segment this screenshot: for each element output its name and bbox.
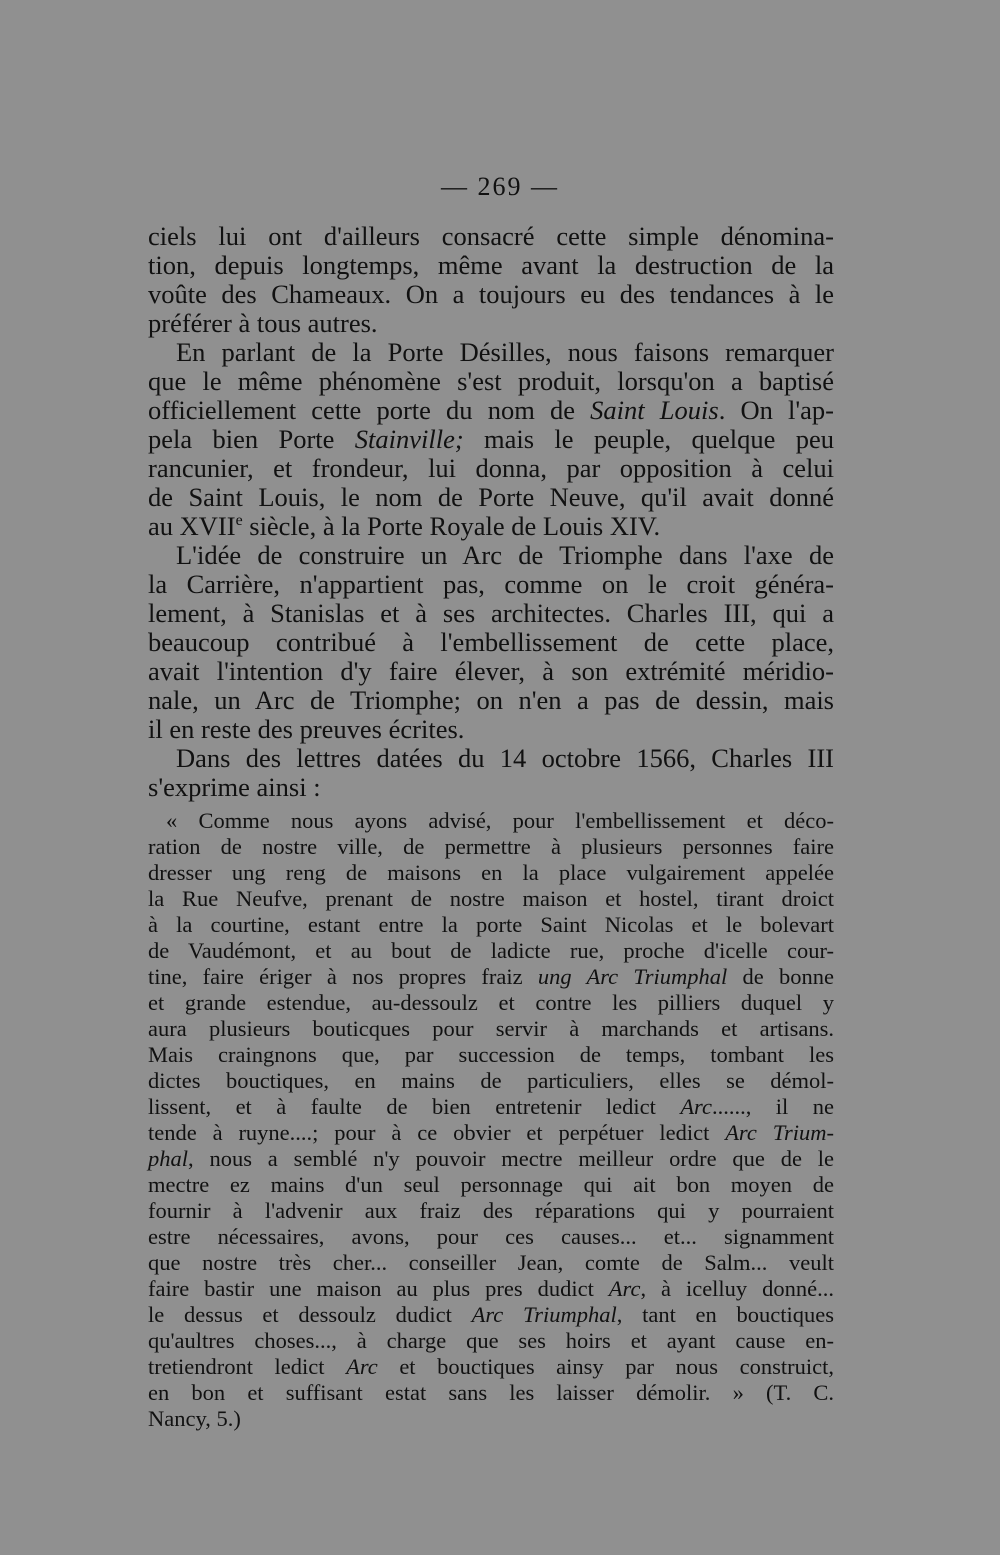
- text-line: L'idée de construire un Arc de Triomphe dans l'axe de: [176, 540, 834, 570]
- quote-line: qu'aultres choses..., à charge que ses hoirs et ayant cause en-: [148, 1328, 834, 1353]
- quote-line: fournir à l'advenir aux fraiz des réparations qui y pourraient: [148, 1198, 834, 1223]
- quote-line: le dessus et dessoulz dudict Arc Triumphal, tant en bouctiques: [148, 1302, 834, 1327]
- quote-line: lissent, et à faulte de bien entretenir ledict Arc......, il ne: [148, 1094, 834, 1119]
- text-line: beaucoup contribué à l'embellissement de cette place,: [148, 627, 834, 657]
- text-line: au XVIIe siècle, à la Porte Royale de Louis XIV.: [148, 511, 661, 541]
- text-line: pela bien Porte Stainville; mais le peuple, quelque peu: [148, 424, 834, 454]
- quote-line: en bon et suffisant estat sans les laisser démolir. » (T. C.: [148, 1380, 834, 1405]
- quote-line: la Rue Neufve, prenant de nostre maison et hostel, tirant droict: [148, 886, 834, 911]
- quote-line: Mais craingnons que, par succession de temps, tombant les: [148, 1042, 834, 1067]
- text-line: En parlant de la Porte Désilles, nous faisons remarquer: [176, 337, 834, 367]
- quote-line: dictes bouctiques, en mains de particuliers, elles se démol-: [148, 1068, 834, 1093]
- quote-line: estre nécessaires, avons, pour ces causes... et... signamment: [148, 1224, 834, 1249]
- quote-line: à la courtine, estant entre la porte Saint Nicolas et le bolevart: [148, 912, 834, 937]
- text-line: la Carrière, n'appartient pas, comme on le croit généra-: [148, 569, 834, 599]
- text-line: nale, un Arc de Triomphe; on n'en a pas de dessin, mais: [148, 685, 834, 715]
- text-line: rancunier, et frondeur, lui donna, par opposition à celui: [148, 453, 834, 483]
- text-line: officiellement cette porte du nom de Saint Louis. On l'ap-: [148, 395, 834, 425]
- quote-line: Nancy, 5.): [148, 1406, 241, 1431]
- text-line: préférer à tous autres.: [148, 308, 378, 338]
- text-line: avait l'intention d'y faire élever, à son extrémité méridio-: [148, 656, 834, 686]
- quote-line: « Comme nous ayons advisé, pour l'embellissement et déco-: [166, 808, 834, 833]
- text-line: tion, depuis longtemps, même avant la destruction de la: [148, 250, 834, 280]
- quote-line: et grande estendue, au-dessoulz et contre les pilliers duquel y: [148, 990, 834, 1015]
- text-line: il en reste des preuves écrites.: [148, 714, 465, 744]
- quote-line: de Vaudémont, et au bout de ladicte rue, proche d'icelle cour-: [148, 938, 834, 963]
- text-line: ciels lui ont d'ailleurs consacré cette simple dénomina-: [148, 221, 834, 251]
- quote-line: aura plusieurs bouticques pour servir à marchands et artisans.: [148, 1016, 834, 1041]
- text-line: que le même phénomène s'est produit, lorsqu'on a baptisé: [148, 366, 834, 396]
- text-line: lement, à Stanislas et à ses architectes. Charles III, qui a: [148, 598, 834, 628]
- quote-line: tine, faire ériger à nos propres fraiz ung Arc Triumphal de bonne: [148, 964, 834, 989]
- quote-line: phal, nous a semblé n'y pouvoir mectre meilleur ordre que de le: [148, 1146, 834, 1171]
- text-line: s'exprime ainsi :: [148, 772, 321, 802]
- text-line: de Saint Louis, le nom de Porte Neuve, qu'il avait donné: [148, 482, 834, 512]
- quote-line: que nostre très cher... conseiller Jean, comte de Salm... veult: [148, 1250, 834, 1275]
- text-line: voûte des Chameaux. On a toujours eu des tendances à le: [148, 279, 834, 309]
- quote-line: faire bastir une maison au plus pres dudict Arc, à icelluy donné...: [148, 1276, 834, 1301]
- quote-line: ration de nostre ville, de permettre à plusieurs personnes faire: [148, 834, 834, 859]
- quote-line: mectre ez mains d'un seul personnage qui ait bon moyen de: [148, 1172, 834, 1197]
- quote-line: tende à ruyne....; pour à ce obvier et perpétuer ledict Arc Trium-: [148, 1120, 834, 1145]
- page-number: — 269 —: [441, 172, 559, 201]
- quote-line: dresser ung reng de maisons en la place vulgairement appelée: [148, 860, 834, 885]
- quote-line: tretiendront ledict Arc et bouctiques ainsy par nous construict,: [148, 1354, 834, 1379]
- text-line: Dans des lettres datées du 14 octobre 1566, Charles III: [176, 743, 834, 773]
